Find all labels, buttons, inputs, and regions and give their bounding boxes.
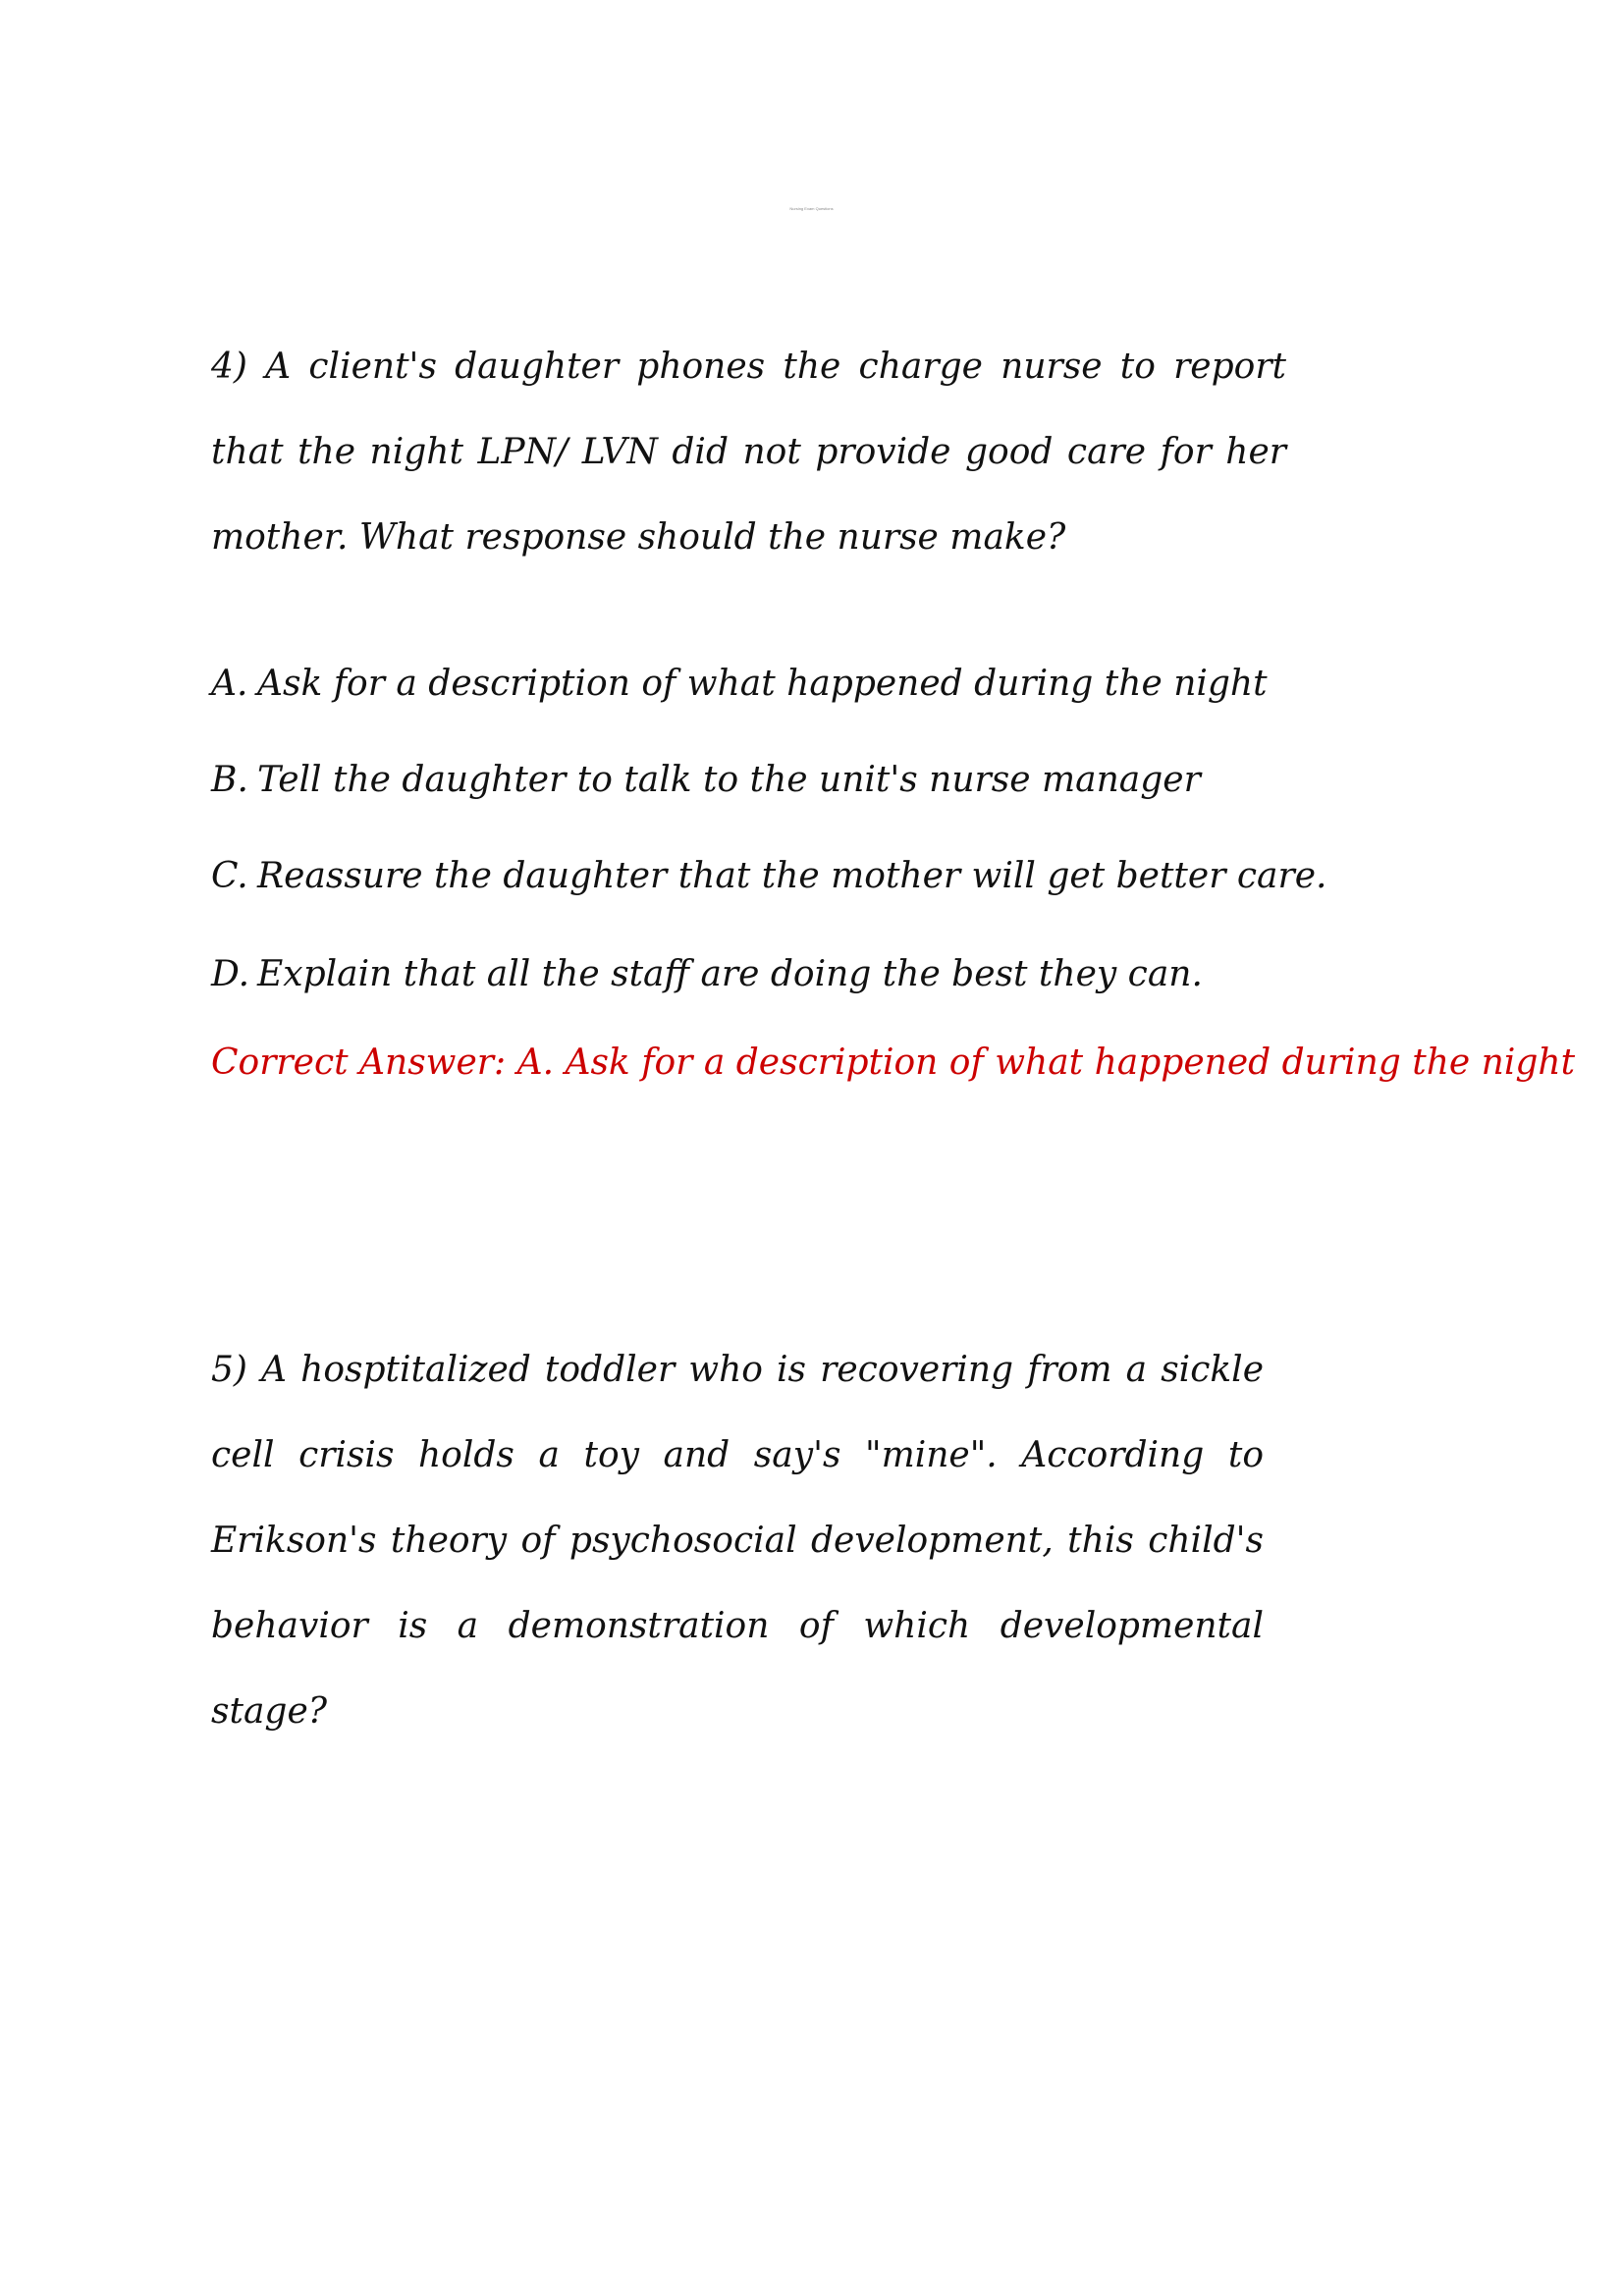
option-text: Tell the daughter to talk to the unit's nurse manager	[257, 760, 1201, 800]
question-5-stem: 5) A hosptitalized toddler who is recovering from a sickle cell crisis holds a toy and say's "mine". According to Erikson's theory of psychosocial development, this child's behavior is a demonstration of which developmental stage?	[211, 1350, 1264, 1732]
option-text: Ask for a description of what happened during the night	[257, 664, 1268, 704]
option-letter: A.	[211, 664, 248, 704]
question-4-option-d	[211, 950, 1203, 999]
option-text: Reassure the daughter that the mother will get better care.	[257, 856, 1327, 896]
question-4-stem: 4) A client's daughter phones the charge nurse to report that the night LPN/ LVN did not provide good care for her mother. What response should the nurse make?	[211, 347, 1286, 558]
option-letter: C.	[211, 856, 248, 896]
page-header-mark: Nursing Exam Questions	[789, 206, 834, 211]
option-letter: D.	[211, 954, 250, 994]
option-letter: B.	[211, 760, 248, 800]
question-4-option-b	[211, 756, 1201, 805]
option-text: Explain that all the staff are doing the best they can.	[257, 954, 1203, 994]
question-4-option-c	[211, 852, 1326, 901]
question-4-option-a	[211, 660, 1268, 709]
question-4-correct-answer: Correct Answer: A. Ask for a description of what happened during the night	[211, 1042, 1576, 1083]
